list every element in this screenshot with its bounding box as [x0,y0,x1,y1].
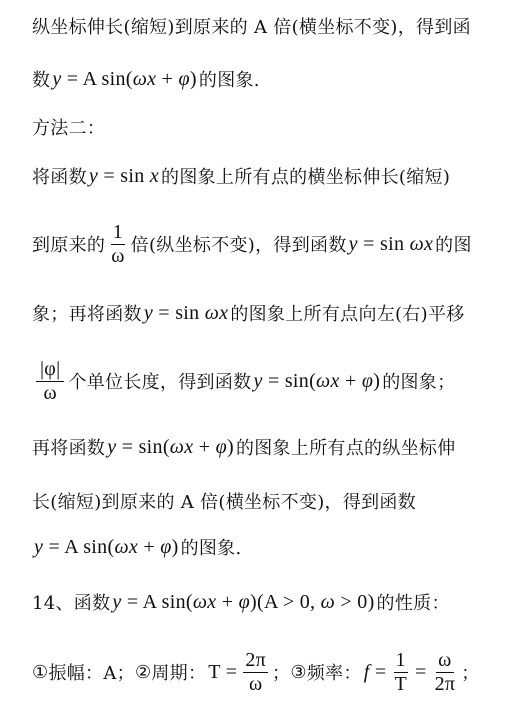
math-fraction [243,649,268,696]
text-run: 倍(纵坐标不变)，得到函数 [130,235,347,256]
math-expression: y = sin(ωx + φ) [107,435,234,458]
text-line-10 [32,523,495,571]
text-run: 个单位长度，得到函数 [68,372,252,393]
text-run: 到原来的 [32,235,106,256]
math-expression: = [414,660,427,683]
text-run: 的图象上所有点的横坐标伸长(缩短) [161,167,451,188]
fraction-numerator: 2π [245,648,267,671]
math-expression: y = sin(ωx + φ) [253,369,381,392]
text-run: 长(缩短)到原来的 A 倍(横坐标不变)，得到函数 [32,492,417,513]
fraction-denominator: ω [43,381,57,404]
circled-number: ③ [290,661,307,683]
text-line-6 [32,289,495,337]
text-run: 的图象. [198,70,260,91]
text-run: 14、函数 [32,593,111,614]
math-fraction [433,649,458,696]
fraction-numerator: 1 [395,648,406,671]
text-run: ； [461,663,480,684]
text-line-4 [32,152,495,200]
text-run: 数 [32,70,51,91]
fraction-denominator: 2π [434,672,456,695]
text-run: 的图象上所有点的纵坐标伸 [235,438,456,459]
text-run: 周期： [151,663,207,684]
fraction-denominator: T [394,672,407,695]
text-run: 的性质： [376,593,450,614]
text-run: 方法二： [32,118,106,139]
math-expression: T = [208,660,238,683]
text-run: 纵坐标伸长(缩短)到原来的 A 倍(横坐标不变)，得到函 [32,17,471,38]
text-line-1 [32,2,495,50]
math-expression: y = sin ωx [348,232,434,255]
circled-number: ① [32,661,49,683]
text-run: 将函数 [32,167,87,188]
math-expression: y = sin ωx [143,301,229,324]
text-line-5 [32,220,495,268]
math-expression: f = [363,660,387,683]
fraction-denominator: ω [248,672,263,695]
fraction-numerator: |φ| [36,358,64,382]
text-line-2 [32,55,495,103]
fraction-denominator: ω [111,244,125,267]
text-line-3-heading [32,103,495,151]
fraction-numerator: 1 [112,220,124,243]
text-run: 振幅：A； [48,663,135,684]
math-fraction [109,221,126,268]
text-run: 的图象. [180,538,242,559]
text-line-12 [32,648,495,696]
math-expression: y = sin x [88,164,160,187]
text-run: 的图象上所有点向左(右)平移 [230,304,465,325]
text-line-11 [32,578,495,626]
math-fraction [392,649,409,696]
text-line-9 [32,477,495,525]
text-run: 频率： [306,663,362,684]
text-run: 再将函数 [32,438,106,459]
text-run: ； [272,663,291,684]
math-expression: y = A sin(ωx + φ) [34,535,179,558]
text-run: 象；再将函数 [32,304,142,325]
text-run: 的图 [435,235,472,256]
text-run: 的图象； [382,372,456,393]
text-line-7 [32,357,495,405]
math-expression: y = A sin(ωx + φ) [52,67,197,90]
math-expression: y = A sin(ωx + φ)(A > 0, ω > 0) [112,590,375,613]
text-line-8 [32,423,495,471]
math-fraction [36,358,64,405]
fraction-numerator: ω [438,648,452,671]
circled-number: ② [134,661,152,683]
